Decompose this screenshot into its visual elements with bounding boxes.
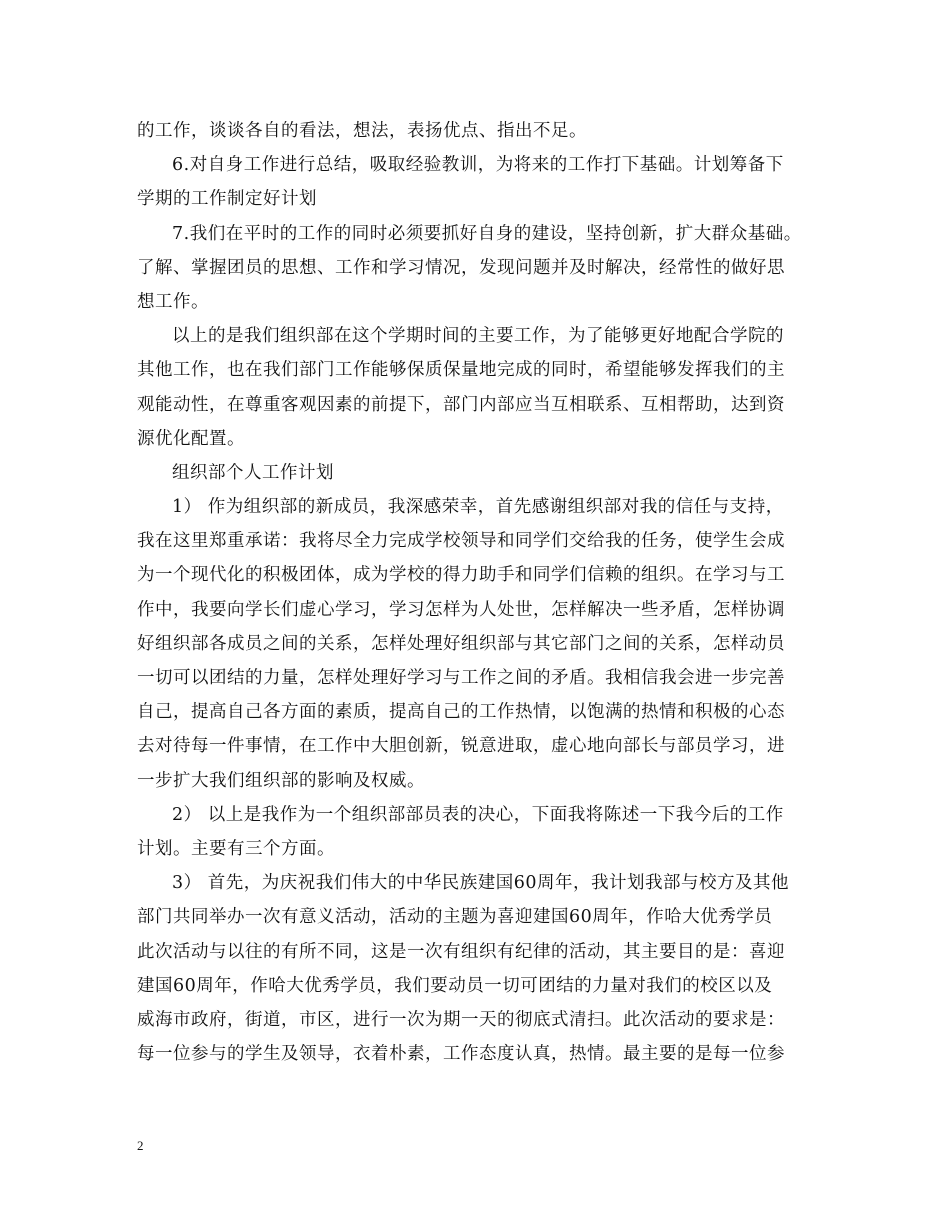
text-line: 6.对自身工作进行总结，吸取经验教训，为将来的工作打下基础。计划筹备下 <box>172 155 784 176</box>
text-line: 部门共同举办一次有意义活动，活动的主题为喜迎建国60周年，作哈大优秀学员 <box>137 907 773 928</box>
text-line: 学期的工作制定好计划 <box>137 189 317 210</box>
text-line: 作中，我要向学长们虚心学习，学习怎样为人处世，怎样解决一些矛盾，怎样协调 <box>137 599 785 620</box>
text-line: 2） 以上是我作为一个组织部部员表的决心，下面我将陈述一下我今后的工作 <box>172 804 784 825</box>
text-line: 计划。主要有三个方面。 <box>137 838 335 859</box>
text-line: 其他工作，也在我们部门工作能够保质保量地完成的同时，希望能够发挥我们的主 <box>137 360 785 381</box>
text-line: 组织部个人工作计划 <box>172 462 334 483</box>
text-line: 威海市政府，街道，市区，进行一次为期一天的彻底式清扫。此次活动的要求是： <box>137 1009 785 1030</box>
text-line: 去对待每一件事情，在工作中大胆创新，锐意进取，虚心地向部长与部员学习，进 <box>137 736 785 757</box>
text-line: 一切可以团结的力量，怎样处理好学习与工作之间的矛盾。我相信我会进一步完善 <box>137 668 785 688</box>
text-line: 此次活动与以往的有所不同，这是一次有组织有纪律的活动，其主要目的是：喜迎 <box>137 941 785 962</box>
page-number: 2 <box>137 1138 144 1153</box>
text-line: 想工作。 <box>137 291 209 312</box>
text-line: 我在这里郑重承诺：我将尽全力完成学校领导和同学们交给我的任务，使学生会成 <box>137 531 785 552</box>
text-line: 建国60周年，作哈大优秀学员，我们要动员一切可团结的力量对我们的校区以及 <box>137 975 773 996</box>
text-line: 的工作，谈谈各自的看法，想法，表扬优点、指出不足。 <box>137 121 587 141</box>
text-line: 自己，提高自己各方面的素质，提高自己的工作热情，以饱满的热情和积极的心态 <box>137 702 785 723</box>
document-body <box>137 114 813 1071</box>
text-line: 3） 首先，为庆祝我们伟大的中华民族建国60周年，我计划我部与校方及其他 <box>172 873 789 894</box>
text-line: 好组织部各成员之间的关系，怎样处理好组织部与其它部门之间的关系，怎样动员 <box>137 633 785 654</box>
text-line: 了解、掌握团员的思想、工作和学习情况，发现问题并及时解决，经常性的做好思 <box>137 257 785 278</box>
text-line: 7.我们在平时的工作的同时必须要抓好自身的建设，坚持创新，扩大群众基础。 <box>172 223 802 244</box>
text-line: 1） 作为组织部的新成员，我深感荣幸，首先感谢组织部对我的信任与支持， <box>172 497 784 518</box>
text-line: 以上的是我们组织部在这个学期时间的主要工作，为了能够更好地配合学院的 <box>172 326 784 347</box>
text-line: 为一个现代化的积极团体，成为学校的得力助手和同学们信赖的组织。在学习与工 <box>137 565 785 586</box>
text-line: 一步扩大我们组织部的影响及权威。 <box>137 770 425 791</box>
text-line: 源优化配置。 <box>137 428 245 449</box>
text-line: 每一位参与的学生及领导，衣着朴素，工作态度认真，热情。最主要的是每一位参 <box>137 1044 785 1065</box>
text-line: 观能动性，在尊重客观因素的前提下，部门内部应当互相联系、互相帮助，达到资 <box>137 394 785 415</box>
